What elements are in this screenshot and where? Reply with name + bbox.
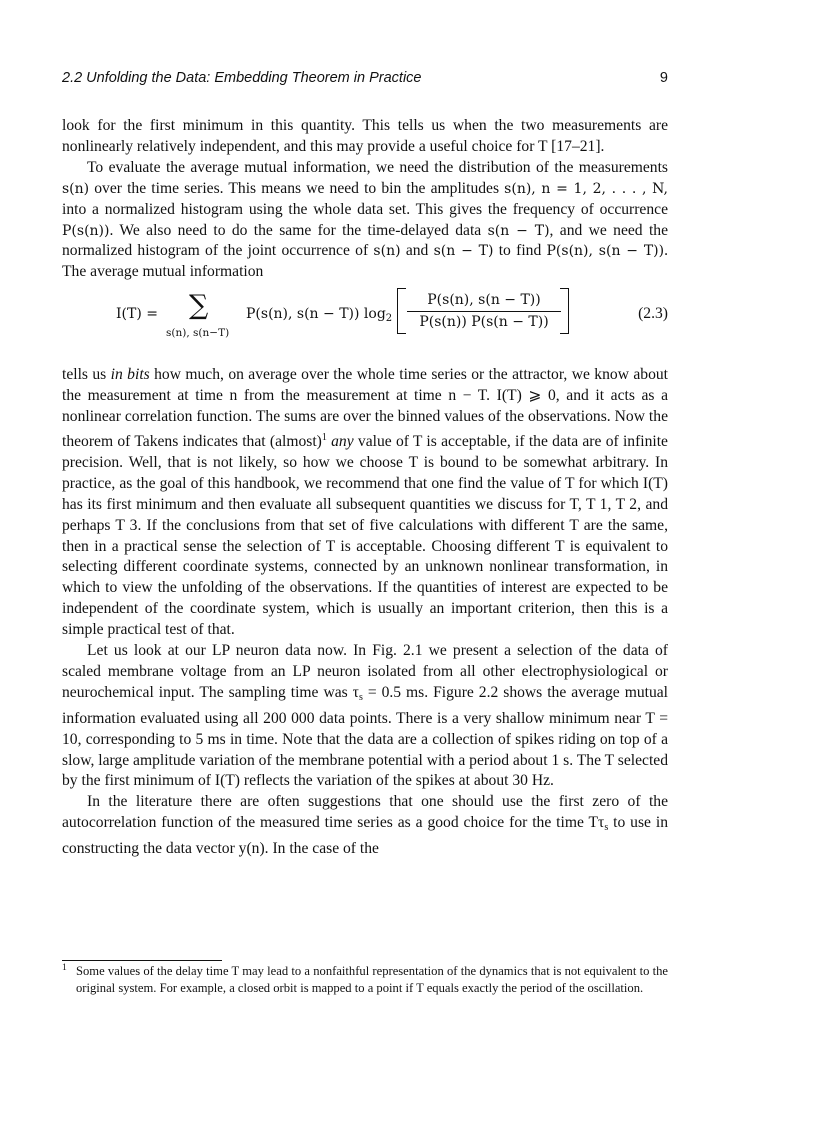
footnote (62, 963, 668, 997)
paragraph-5: In the literature there are often suggestions that one should use the first zero of the autocorrelation function of the measured time series as a good choice for the time $T\tau_s$ to use in constructing the data vector y(n). In the case of the (62, 793, 669, 858)
equation-2-3 (62, 287, 668, 359)
fraction-numerator: P(s(n), s(n − T)) (427, 292, 541, 309)
page-number: 9 (659, 70, 668, 86)
sum-index: s(n), s(n−T) (166, 327, 230, 340)
equation-joint-term: P(s(n), s(n − T)) $\log_2$ (246, 306, 393, 325)
equation-lhs: I(T) = (116, 306, 158, 323)
left-bracket (397, 288, 406, 334)
running-head (62, 70, 668, 90)
footnote-text: Some values of the delay time T may lead to a nonfaithful representation of the dynamics that is not equivalent to the original system. For example, a closed orbit is mapped to a point if T equals exactly the period of the oscillation. (76, 964, 668, 995)
paragraph-3: tells us in bits how much, on average over the whole time series or the attractor, we know about the measurement at time n from the measurement at time n − T. I(T) ⩾ 0, and it acts as a nonlinear correlation function. The sums are over the binned values of the observations. Now the theorem of Takens indicates that (almost)$^1$ any value of T is acceptable, if the data are of infinite precision. Well, that is not likely, so how we choose T is bound to be somewhat arbitrary. In practice, as the goal of this handbook, we recommend that one find the value of T for which I(T) has its first minimum and then evaluate all subsequent quantities we discuss for T, T 1, T 2, and perhaps T 3. If the conclusions from that set of five calculations with different T are the same, then in a practical sense the selection of T is acceptable. Choosing different T is equivalent to selecting different coordinate systems, connected by an unknown nonlinear transformation, in which to view the unfolding of the observations. If the quantities of interest are expected to be independent of the coordinate system, which is usually an important criterion, then this is a simple practical test of that. (62, 366, 668, 639)
sum-symbol: ∑ (189, 290, 209, 322)
fraction-denominator: P(s(n)) P(s(n − T)) (419, 314, 549, 331)
paragraph-1: look for the first minimum in this quantity. This tells us when the two measurements are nonlinearly relatively independent, and this may provide a useful choice for T [17–21]. (62, 117, 668, 155)
right-bracket (560, 288, 569, 334)
log-base: 2 (385, 313, 393, 325)
footnote-reference: 1 (321, 431, 327, 443)
paragraph-4: Let us look at our LP neuron data now. In Fig. 2.1 we present a selection of the data of scaled membrane voltage from an LP neuron isolated from all other electrophysiological or neurochemical input. The sampling time was $\tau_s = 0.5$ ms. Figure 2.2 shows the average mutual information evaluated using all 200 000 data points. There is a very shallow minimum near T = 10, corresponding to 5 ms in time. Note that the data are a collection of spikes riding on top of a slow, large amplitude variation of the membrane potential with a period about 1 s. The T selected by the first minimum of I(T) reflects the variation of the spikes at about 30 Hz. (62, 642, 668, 790)
equation-number: (2.3) (638, 305, 668, 323)
footnote-divider (62, 960, 222, 961)
paragraph-2: To evaluate the average mutual information, we need the distribution of the measurements s(n) over the time series. This means we need to bin the amplitudes s(n), n = 1, 2, . . . , N, into a normalized histogram using the whole data set. This gives the frequency of occurrence P(s(n)). We also need to do the same for the time-delayed data s(n − T), and we need the normalized histogram of the joint occurrence of s(n) and s(n − T) to find P(s(n), s(n − T)). The average mutual information (62, 158, 669, 281)
footnote-mark: 1 (62, 963, 67, 973)
section-title: 2.2 Unfolding the Data: Embedding Theorem in Practice (62, 70, 422, 86)
body-text (62, 116, 668, 860)
